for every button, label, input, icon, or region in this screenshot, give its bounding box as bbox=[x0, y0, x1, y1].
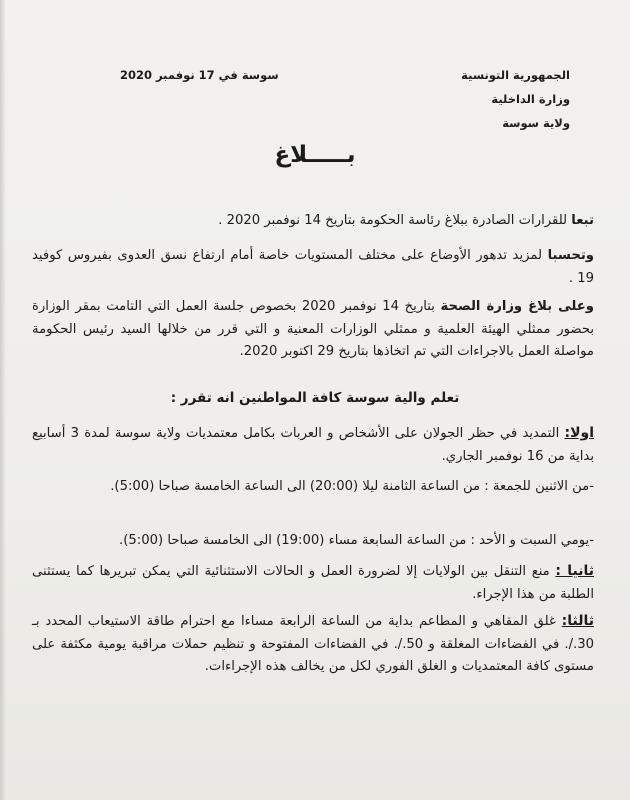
intro-lead-3: وعلى بلاغ وزارة الصحة bbox=[440, 299, 594, 314]
header-ministry: وزارة الداخلية bbox=[491, 92, 570, 106]
header-country: الجمهورية التونسية bbox=[461, 68, 570, 82]
intro-paragraph-2 bbox=[32, 245, 594, 290]
item-second-text: منع التنقل بين الولايات إلا لضرورة العمل و الحالات الاستثنائية التي يمكن تبريرها كما يستثنى الطلبة من هذا الإجراء. bbox=[32, 564, 594, 602]
intro-lead-2: وتحسبا bbox=[547, 248, 594, 263]
item-second bbox=[32, 560, 594, 606]
intro-paragraph-3 bbox=[32, 296, 594, 364]
intro-text-3: بتاريخ 14 نوفمبر 2020 بخصوص جلسة العمل التي التامت بمقر الوزارة بحضور ممثلي الهيئة العلمية و ممثلي الوزارات المعنية و التي قرر من خلالها السيد رئيس الحكومة مواصلة العمل بالاجراءات التي تم اتخاذها بتاريخ 29 اكتوبر 2020. bbox=[32, 299, 594, 359]
decision-heading: تعلم والية سوسة كافة المواطنين انه تقرر : bbox=[170, 390, 460, 406]
item-first-text: التمديد في حظر الجولان على الأشخاص و العربات بكامل معتمديات ولاية سوسة لمدة 3 أسابيع بداية من 16 نوفمبر الجاري. bbox=[32, 426, 594, 464]
header-governorate: ولاية سوسة bbox=[502, 116, 570, 130]
document-title: بـــــلاغ bbox=[274, 142, 356, 168]
intro-lead-1: تبعا bbox=[571, 213, 594, 228]
item-weekdays bbox=[32, 476, 594, 499]
item-weekdays-text: -من الاثنين للجمعة : من الساعة الثامنة ليلا (20:00) الى الساعة الخامسة صباحا (5:00). bbox=[110, 479, 594, 494]
item-first bbox=[32, 422, 594, 468]
item-third bbox=[32, 610, 594, 679]
item-third-label: ثالثا: bbox=[561, 613, 594, 629]
item-second-label: ثانيا : bbox=[555, 563, 595, 579]
item-first-label: اولا: bbox=[564, 425, 594, 441]
intro-text-1: للقرارات الصادرة ببلاغ رئاسة الحكومة بتاريخ 14 نوفمبر 2020 . bbox=[218, 213, 572, 228]
item-weekend bbox=[32, 530, 594, 553]
header-place-date: سوسة في 17 نوفمبر 2020 bbox=[120, 68, 279, 82]
intro-paragraph-1 bbox=[32, 210, 594, 233]
item-weekend-text: -يومي السبت و الأحد : من الساعة السابعة مساء (19:00) الى الخامسة صباحا (5:00). bbox=[119, 533, 594, 548]
item-third-text: غلق المقاهي و المطاعم بداية من الساعة الرابعة مساءا مع احترام طاقة الاستيعاب المحدد بـ 30./. في الفضاءات المغلقة و 50./. في الفضاءات المفتوحة و تنظيم حملات مراقبة يومية مكثفة على مستوى كافة المعتمديات و الغلق الفوري لكل من يخالف هذه الإجراءات. bbox=[32, 614, 594, 674]
intro-text-2: لمزيد تدهور الأوضاع على مختلف المستويات خاصة أمام ارتفاع نسق العدوى بفيروس كوفيد 19 . bbox=[32, 248, 594, 286]
